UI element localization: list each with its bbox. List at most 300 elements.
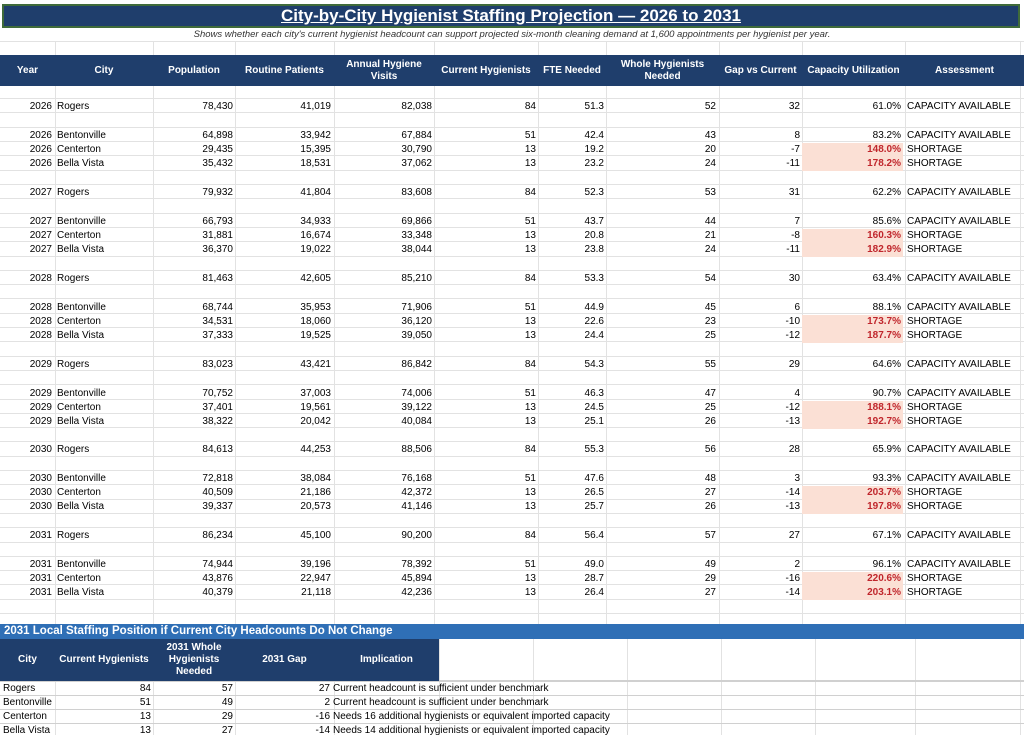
cell-whole[interactable]: 26 — [704, 416, 716, 427]
cell-fte[interactable]: 26.5 — [584, 487, 604, 498]
summary-col-city[interactable]: City — [18, 654, 37, 665]
cell-whole[interactable]: 57 — [704, 530, 716, 541]
cell-assessment[interactable]: CAPACITY AVAILABLE — [907, 444, 1011, 455]
cell-visits[interactable]: 78,392 — [401, 559, 432, 570]
cell-city[interactable]: Rogers — [57, 273, 90, 284]
cell-fte[interactable]: 47.6 — [584, 473, 604, 484]
cell-visits[interactable]: 90,200 — [401, 530, 432, 541]
cell-visits[interactable]: 86,842 — [401, 359, 432, 370]
cell-visits[interactable]: 36,120 — [401, 316, 432, 327]
summary-cell-city[interactable]: Bella Vista — [3, 725, 51, 736]
cell-whole[interactable]: 29 — [704, 573, 716, 584]
cell-util[interactable]: 178.2% — [802, 157, 903, 171]
cell-year[interactable]: 2028 — [29, 330, 52, 341]
cell-whole[interactable]: 47 — [704, 388, 716, 399]
cell-population[interactable]: 39,337 — [202, 501, 233, 512]
cell-patients[interactable]: 15,395 — [300, 144, 331, 155]
col-header-routine-patients[interactable]: Routine Patients — [245, 64, 324, 76]
col-header-current-hygienists[interactable]: Current Hygienists — [441, 64, 531, 76]
cell-patients[interactable]: 22,947 — [300, 573, 331, 584]
cell-current[interactable]: 84 — [524, 101, 536, 112]
cell-util[interactable]: 65.9% — [872, 444, 901, 455]
cell-util[interactable]: 93.3% — [872, 473, 901, 484]
cell-gap[interactable]: -16 — [785, 573, 800, 584]
summary-cell-whole[interactable]: 57 — [221, 683, 233, 694]
cell-fte[interactable]: 20.8 — [584, 230, 604, 241]
cell-assessment[interactable]: CAPACITY AVAILABLE — [907, 473, 1011, 484]
col-header-year[interactable]: Year — [16, 64, 39, 76]
cell-gap[interactable]: 2 — [794, 559, 800, 570]
cell-visits[interactable]: 41,146 — [401, 501, 432, 512]
table-row[interactable] — [0, 129, 1024, 143]
cell-util[interactable]: 160.3% — [802, 229, 903, 243]
cell-city[interactable]: Bella Vista — [57, 158, 105, 169]
cell-visits[interactable]: 88,506 — [401, 444, 432, 455]
cell-year[interactable]: 2027 — [29, 187, 52, 198]
cell-current[interactable]: 51 — [524, 473, 536, 484]
cell-util[interactable]: 203.7% — [802, 486, 903, 500]
cell-whole[interactable]: 49 — [704, 559, 716, 570]
cell-visits[interactable]: 74,006 — [401, 388, 432, 399]
table-row[interactable] — [0, 387, 1024, 401]
cell-visits[interactable]: 45,894 — [401, 573, 432, 584]
cell-fte[interactable]: 28.7 — [584, 573, 604, 584]
cell-assessment[interactable]: SHORTAGE — [907, 230, 963, 241]
cell-population[interactable]: 36,370 — [202, 244, 233, 255]
col-header-population[interactable]: Population — [168, 64, 220, 76]
cell-fte[interactable]: 22.6 — [584, 316, 604, 327]
cell-whole[interactable]: 27 — [704, 487, 716, 498]
cell-patients[interactable]: 35,953 — [300, 302, 331, 313]
table-row[interactable] — [0, 329, 1024, 343]
cell-visits[interactable]: 85,210 — [401, 273, 432, 284]
cell-current[interactable]: 13 — [524, 501, 536, 512]
cell-patients[interactable]: 18,531 — [300, 158, 331, 169]
cell-visits[interactable]: 40,084 — [401, 416, 432, 427]
cell-city[interactable]: Centerton — [57, 316, 101, 327]
cell-patients[interactable]: 21,186 — [300, 487, 331, 498]
table-row[interactable] — [0, 315, 1024, 329]
cell-current[interactable]: 84 — [524, 530, 536, 541]
cell-fte[interactable]: 25.7 — [584, 501, 604, 512]
cell-population[interactable]: 38,322 — [202, 416, 233, 427]
cell-year[interactable]: 2028 — [29, 316, 52, 327]
cell-assessment[interactable]: SHORTAGE — [907, 144, 963, 155]
cell-patients[interactable]: 41,804 — [300, 187, 331, 198]
cell-city[interactable]: Centerton — [57, 230, 101, 241]
cell-fte[interactable]: 42.4 — [584, 130, 604, 141]
cell-patients[interactable]: 20,042 — [300, 416, 331, 427]
cell-city[interactable]: Bentonville — [57, 216, 106, 227]
cell-population[interactable]: 66,793 — [202, 216, 233, 227]
cell-population[interactable]: 43,876 — [202, 573, 233, 584]
cell-fte[interactable]: 44.9 — [584, 302, 604, 313]
summary-cell-implication[interactable]: Current headcount is sufficient under benchmark — [333, 683, 549, 694]
cell-gap[interactable]: 3 — [794, 473, 800, 484]
cell-gap[interactable]: -8 — [791, 230, 800, 241]
cell-patients[interactable]: 19,022 — [300, 244, 331, 255]
cell-visits[interactable]: 42,236 — [401, 587, 432, 598]
cell-whole[interactable]: 20 — [704, 144, 716, 155]
cell-whole[interactable]: 27 — [704, 587, 716, 598]
cell-year[interactable]: 2028 — [29, 302, 52, 313]
cell-whole[interactable]: 24 — [704, 244, 716, 255]
summary-row[interactable] — [0, 710, 1024, 724]
cell-whole[interactable]: 21 — [704, 230, 716, 241]
cell-year[interactable]: 2031 — [29, 573, 52, 584]
cell-current[interactable]: 13 — [524, 416, 536, 427]
summary-row[interactable] — [0, 724, 1024, 738]
cell-whole[interactable]: 48 — [704, 473, 716, 484]
cell-gap[interactable]: -12 — [785, 402, 800, 413]
cell-patients[interactable]: 18,060 — [300, 316, 331, 327]
cell-city[interactable]: Centerton — [57, 144, 101, 155]
cell-current[interactable]: 13 — [524, 402, 536, 413]
col-header-fte-needed[interactable]: FTE Needed — [543, 64, 601, 76]
cell-fte[interactable]: 53.3 — [584, 273, 604, 284]
cell-gap[interactable]: 27 — [788, 530, 800, 541]
cell-city[interactable]: Rogers — [57, 530, 90, 541]
cell-whole[interactable]: 25 — [704, 330, 716, 341]
summary-cell-city[interactable]: Rogers — [3, 683, 36, 694]
cell-fte[interactable]: 24.4 — [584, 330, 604, 341]
cell-year[interactable]: 2031 — [29, 530, 52, 541]
cell-current[interactable]: 84 — [524, 444, 536, 455]
cell-assessment[interactable]: CAPACITY AVAILABLE — [907, 273, 1011, 284]
cell-visits[interactable]: 33,348 — [401, 230, 432, 241]
cell-population[interactable]: 74,944 — [202, 559, 233, 570]
summary-col-whole-needed[interactable]: 2031 Whole Hygienists Needed — [166, 642, 222, 677]
cell-city[interactable]: Bella Vista — [57, 416, 105, 427]
cell-current[interactable]: 84 — [524, 273, 536, 284]
summary-col-implication[interactable]: Implication — [360, 654, 413, 665]
cell-assessment[interactable]: CAPACITY AVAILABLE — [907, 388, 1011, 399]
cell-gap[interactable]: -11 — [786, 244, 800, 255]
cell-assessment[interactable]: CAPACITY AVAILABLE — [907, 530, 1011, 541]
table-row[interactable] — [0, 215, 1024, 229]
cell-current[interactable]: 51 — [524, 559, 536, 570]
col-header-gap[interactable]: Gap vs Current — [724, 64, 797, 76]
cell-city[interactable]: Bentonville — [57, 302, 106, 313]
cell-city[interactable]: Bentonville — [57, 130, 106, 141]
cell-city[interactable]: Rogers — [57, 359, 90, 370]
cell-gap[interactable]: 30 — [788, 273, 800, 284]
cell-util[interactable]: 203.1% — [802, 586, 903, 600]
cell-year[interactable]: 2029 — [29, 388, 52, 399]
table-row[interactable] — [0, 243, 1024, 257]
cell-current[interactable]: 13 — [524, 144, 536, 155]
cell-visits[interactable]: 76,168 — [401, 473, 432, 484]
table-row[interactable] — [0, 586, 1024, 600]
cell-assessment[interactable]: SHORTAGE — [907, 244, 963, 255]
table-row[interactable] — [0, 143, 1024, 157]
table-row[interactable] — [0, 272, 1024, 286]
cell-gap[interactable]: 6 — [794, 302, 800, 313]
cell-fte[interactable]: 46.3 — [584, 388, 604, 399]
cell-current[interactable]: 13 — [524, 230, 536, 241]
cell-util[interactable]: 220.6% — [802, 572, 903, 586]
cell-assessment[interactable]: CAPACITY AVAILABLE — [907, 302, 1011, 313]
cell-gap[interactable]: -14 — [785, 487, 800, 498]
table-row[interactable] — [0, 100, 1024, 114]
cell-patients[interactable]: 16,674 — [300, 230, 331, 241]
cell-assessment[interactable]: SHORTAGE — [907, 487, 963, 498]
cell-patients[interactable]: 19,525 — [300, 330, 331, 341]
cell-assessment[interactable]: SHORTAGE — [907, 330, 963, 341]
cell-visits[interactable]: 82,038 — [401, 101, 432, 112]
cell-city[interactable]: Rogers — [57, 101, 90, 112]
cell-gap[interactable]: 29 — [788, 359, 800, 370]
cell-gap[interactable]: 7 — [794, 216, 800, 227]
cell-assessment[interactable]: SHORTAGE — [907, 587, 963, 598]
cell-city[interactable]: Bella Vista — [57, 244, 105, 255]
cell-fte[interactable]: 56.4 — [584, 530, 604, 541]
cell-patients[interactable]: 21,118 — [301, 587, 331, 598]
table-row[interactable] — [0, 486, 1024, 500]
cell-population[interactable]: 78,430 — [202, 101, 233, 112]
cell-visits[interactable]: 39,050 — [401, 330, 432, 341]
cell-assessment[interactable]: CAPACITY AVAILABLE — [907, 559, 1011, 570]
cell-gap[interactable]: -7 — [791, 144, 800, 155]
cell-fte[interactable]: 26.4 — [584, 587, 604, 598]
cell-city[interactable]: Bentonville — [57, 388, 106, 399]
cell-whole[interactable]: 26 — [704, 501, 716, 512]
table-row[interactable] — [0, 229, 1024, 243]
cell-year[interactable]: 2029 — [29, 359, 52, 370]
cell-util[interactable]: 67.1% — [872, 530, 901, 541]
summary-cell-gap[interactable]: -16 — [315, 711, 330, 722]
col-header-utilization[interactable]: Capacity Utilization — [807, 64, 900, 76]
cell-whole[interactable]: 56 — [704, 444, 716, 455]
cell-fte[interactable]: 49.0 — [584, 559, 604, 570]
cell-current[interactable]: 13 — [524, 487, 536, 498]
cell-current[interactable]: 13 — [524, 573, 536, 584]
cell-year[interactable]: 2031 — [29, 559, 52, 570]
cell-current[interactable]: 13 — [524, 330, 536, 341]
cell-util[interactable]: 61.0% — [872, 101, 901, 112]
summary-cell-gap[interactable]: 2 — [324, 697, 330, 708]
summary-cell-implication[interactable]: Needs 16 additional hygienists or equivalent imported capacity — [333, 711, 610, 722]
cell-gap[interactable]: -14 — [785, 587, 800, 598]
cell-util[interactable]: 96.1% — [872, 559, 901, 570]
summary-cell-whole[interactable]: 29 — [221, 711, 233, 722]
table-row[interactable] — [0, 443, 1024, 457]
cell-assessment[interactable]: CAPACITY AVAILABLE — [907, 216, 1011, 227]
cell-fte[interactable]: 24.5 — [584, 402, 604, 413]
cell-city[interactable]: Centerton — [57, 573, 101, 584]
cell-current[interactable]: 13 — [524, 587, 536, 598]
cell-gap[interactable]: -10 — [785, 316, 800, 327]
cell-util[interactable]: 187.7% — [802, 329, 903, 343]
cell-gap[interactable]: 31 — [788, 187, 800, 198]
cell-year[interactable]: 2030 — [29, 473, 52, 484]
table-row[interactable] — [0, 572, 1024, 586]
cell-whole[interactable]: 55 — [704, 359, 716, 370]
cell-assessment[interactable]: SHORTAGE — [907, 416, 963, 427]
cell-assessment[interactable]: SHORTAGE — [907, 402, 963, 413]
cell-population[interactable]: 40,379 — [202, 587, 233, 598]
col-header-annual-visits[interactable]: Annual Hygiene Visits — [346, 58, 422, 82]
cell-year[interactable]: 2030 — [29, 501, 52, 512]
cell-current[interactable]: 51 — [524, 302, 536, 313]
summary-cell-gap[interactable]: -14 — [315, 725, 330, 736]
cell-year[interactable]: 2030 — [29, 487, 52, 498]
cell-population[interactable]: 84,613 — [202, 444, 233, 455]
table-row[interactable] — [0, 415, 1024, 429]
cell-population[interactable]: 40,509 — [202, 487, 233, 498]
cell-visits[interactable]: 30,790 — [401, 144, 432, 155]
cell-patients[interactable]: 41,019 — [300, 101, 331, 112]
cell-city[interactable]: Rogers — [57, 187, 90, 198]
cell-visits[interactable]: 83,608 — [401, 187, 432, 198]
table-row[interactable] — [0, 301, 1024, 315]
cell-fte[interactable]: 23.8 — [584, 244, 604, 255]
summary-col-gap[interactable]: 2031 Gap — [262, 654, 307, 665]
table-row[interactable] — [0, 157, 1024, 171]
cell-assessment[interactable]: SHORTAGE — [907, 573, 963, 584]
cell-util[interactable]: 64.6% — [872, 359, 901, 370]
summary-cell-whole[interactable]: 27 — [221, 725, 233, 736]
cell-fte[interactable]: 51.3 — [584, 101, 604, 112]
cell-whole[interactable]: 43 — [704, 130, 716, 141]
cell-patients[interactable]: 39,196 — [300, 559, 331, 570]
cell-population[interactable]: 68,744 — [202, 302, 233, 313]
cell-current[interactable]: 13 — [524, 244, 536, 255]
summary-cell-current[interactable]: 13 — [139, 725, 151, 736]
cell-whole[interactable]: 23 — [704, 316, 716, 327]
cell-util[interactable]: 192.7% — [802, 415, 903, 429]
cell-current[interactable]: 51 — [524, 130, 536, 141]
table-row[interactable] — [0, 401, 1024, 415]
cell-gap[interactable]: -12 — [785, 330, 800, 341]
summary-col-current[interactable]: Current Hygienists — [59, 654, 149, 665]
cell-year[interactable]: 2027 — [29, 230, 52, 241]
cell-population[interactable]: 72,818 — [202, 473, 233, 484]
cell-fte[interactable]: 43.7 — [584, 216, 604, 227]
cell-gap[interactable]: 32 — [788, 101, 800, 112]
table-row[interactable] — [0, 186, 1024, 200]
cell-visits[interactable]: 69,866 — [401, 216, 432, 227]
cell-current[interactable]: 84 — [524, 359, 536, 370]
summary-cell-current[interactable]: 84 — [139, 683, 151, 694]
cell-assessment[interactable]: CAPACITY AVAILABLE — [907, 101, 1011, 112]
summary-cell-city[interactable]: Centerton — [3, 711, 47, 722]
cell-year[interactable]: 2027 — [29, 244, 52, 255]
cell-city[interactable]: Bella Vista — [57, 501, 105, 512]
cell-population[interactable]: 64,898 — [202, 130, 233, 141]
cell-population[interactable]: 83,023 — [202, 359, 233, 370]
cell-patients[interactable]: 45,100 — [300, 530, 331, 541]
summary-cell-current[interactable]: 51 — [139, 697, 151, 708]
summary-cell-implication[interactable]: Needs 14 additional hygienists or equivalent imported capacity — [333, 725, 610, 736]
table-row[interactable] — [0, 558, 1024, 572]
col-header-assessment[interactable]: Assessment — [935, 64, 994, 76]
cell-whole[interactable]: 25 — [704, 402, 716, 413]
cell-patients[interactable]: 44,253 — [300, 444, 331, 455]
cell-visits[interactable]: 42,372 — [401, 487, 432, 498]
cell-whole[interactable]: 44 — [704, 216, 716, 227]
cell-fte[interactable]: 23.2 — [584, 158, 604, 169]
cell-year[interactable]: 2029 — [29, 402, 52, 413]
cell-population[interactable]: 35,432 — [202, 158, 233, 169]
cell-assessment[interactable]: CAPACITY AVAILABLE — [907, 359, 1011, 370]
cell-year[interactable]: 2028 — [29, 273, 52, 284]
col-header-whole-needed[interactable]: Whole Hygienists Needed — [620, 58, 705, 82]
cell-population[interactable]: 29,435 — [202, 144, 233, 155]
cell-gap[interactable]: 8 — [794, 130, 800, 141]
cell-city[interactable]: Bentonville — [57, 559, 106, 570]
cell-year[interactable]: 2030 — [29, 444, 52, 455]
table-row[interactable] — [0, 472, 1024, 486]
table-row[interactable] — [0, 358, 1024, 372]
cell-assessment[interactable]: CAPACITY AVAILABLE — [907, 187, 1011, 198]
table-row[interactable] — [0, 529, 1024, 543]
summary-row[interactable] — [0, 696, 1024, 710]
summary-cell-implication[interactable]: Current headcount is sufficient under benchmark — [333, 697, 549, 708]
cell-year[interactable]: 2027 — [29, 216, 52, 227]
cell-whole[interactable]: 53 — [704, 187, 716, 198]
cell-assessment[interactable]: CAPACITY AVAILABLE — [907, 130, 1011, 141]
cell-whole[interactable]: 24 — [704, 158, 716, 169]
cell-util[interactable]: 88.1% — [872, 302, 901, 313]
cell-year[interactable]: 2026 — [29, 158, 52, 169]
cell-city[interactable]: Bentonville — [57, 473, 106, 484]
cell-whole[interactable]: 54 — [704, 273, 716, 284]
cell-assessment[interactable]: SHORTAGE — [907, 158, 963, 169]
cell-util[interactable]: 62.2% — [872, 187, 901, 198]
cell-whole[interactable]: 52 — [704, 101, 716, 112]
cell-whole[interactable]: 45 — [704, 302, 716, 313]
cell-fte[interactable]: 19.2 — [584, 144, 604, 155]
col-header-city[interactable]: City — [94, 64, 114, 76]
cell-population[interactable]: 86,234 — [202, 530, 233, 541]
cell-gap[interactable]: -11 — [786, 158, 800, 169]
cell-util[interactable]: 182.9% — [802, 243, 903, 257]
cell-year[interactable]: 2031 — [29, 587, 52, 598]
cell-current[interactable]: 84 — [524, 187, 536, 198]
cell-util[interactable]: 90.7% — [872, 388, 901, 399]
cell-patients[interactable]: 38,084 — [300, 473, 331, 484]
cell-population[interactable]: 81,463 — [202, 273, 233, 284]
cell-population[interactable]: 37,333 — [202, 330, 233, 341]
cell-visits[interactable]: 67,884 — [401, 130, 432, 141]
cell-util[interactable]: 148.0% — [802, 143, 903, 157]
cell-gap[interactable]: -13 — [785, 416, 800, 427]
cell-patients[interactable]: 34,933 — [300, 216, 331, 227]
summary-cell-city[interactable]: Bentonville — [3, 697, 52, 708]
cell-patients[interactable]: 37,003 — [300, 388, 331, 399]
cell-city[interactable]: Centerton — [57, 487, 101, 498]
cell-assessment[interactable]: SHORTAGE — [907, 501, 963, 512]
cell-year[interactable]: 2026 — [29, 101, 52, 112]
cell-patients[interactable]: 42,605 — [300, 273, 331, 284]
cell-population[interactable]: 31,881 — [202, 230, 233, 241]
cell-gap[interactable]: -13 — [785, 501, 800, 512]
summary-cell-current[interactable]: 13 — [139, 711, 151, 722]
cell-population[interactable]: 34,531 — [202, 316, 233, 327]
cell-current[interactable]: 51 — [524, 388, 536, 399]
cell-assessment[interactable]: SHORTAGE — [907, 316, 963, 327]
cell-util[interactable]: 85.6% — [872, 216, 901, 227]
cell-city[interactable]: Rogers — [57, 444, 90, 455]
cell-patients[interactable]: 33,942 — [300, 130, 331, 141]
cell-fte[interactable]: 25.1 — [584, 416, 604, 427]
cell-visits[interactable]: 37,062 — [401, 158, 432, 169]
cell-util[interactable]: 63.4% — [872, 273, 901, 284]
cell-util[interactable]: 173.7% — [802, 315, 903, 329]
cell-visits[interactable]: 71,906 — [401, 302, 432, 313]
cell-patients[interactable]: 43,421 — [300, 359, 331, 370]
